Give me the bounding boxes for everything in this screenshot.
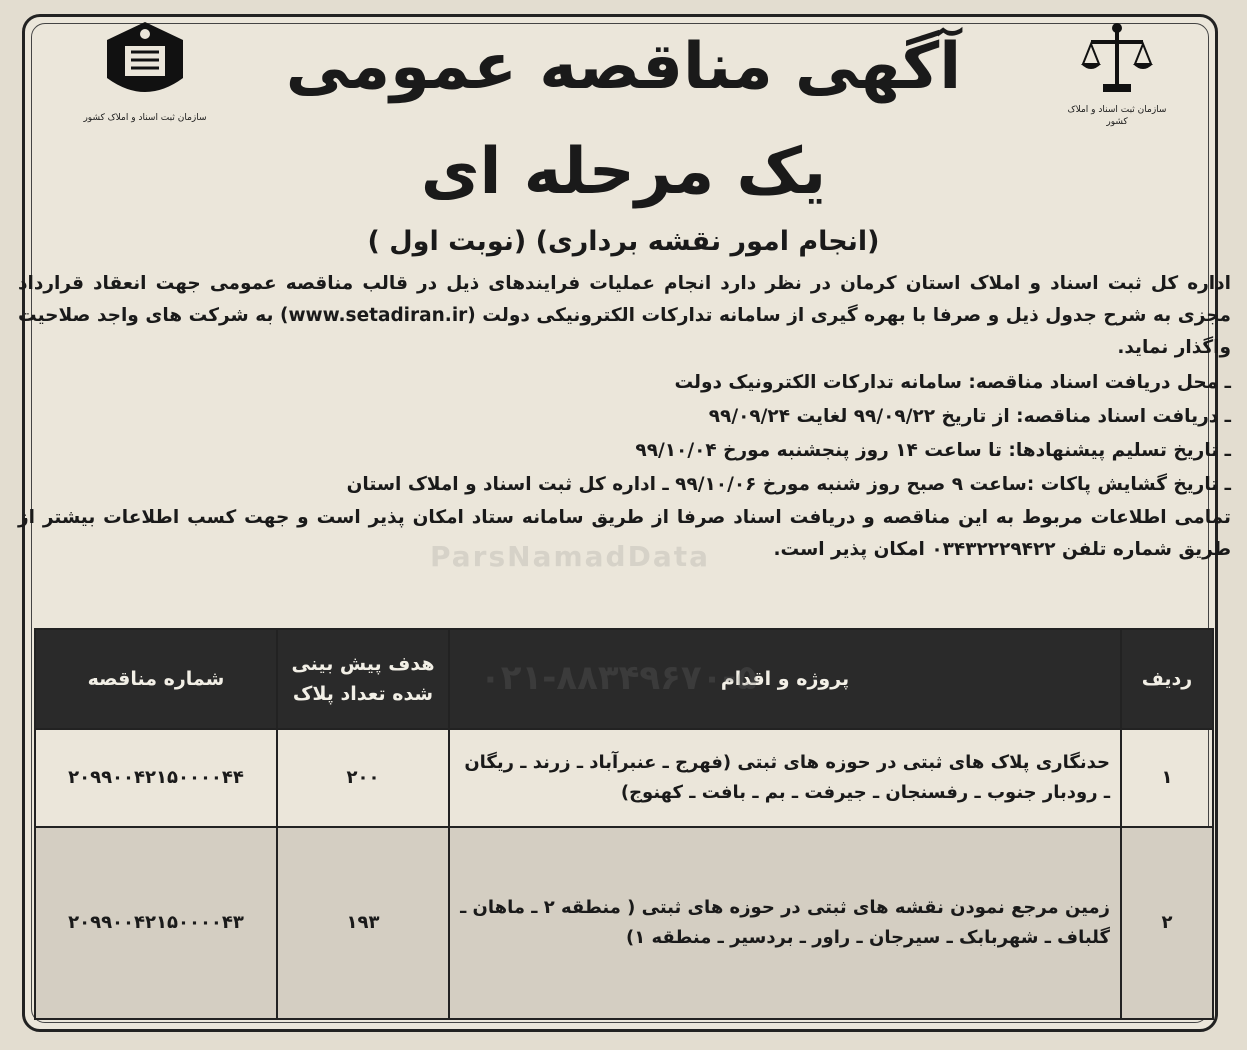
watermark-phone: ۰۲۱-۸۸۳۴۹۶۷۰-۵ xyxy=(480,658,758,698)
row-tender-number: ۲۰۹۹۰۰۴۲۱۵۰۰۰۰۴۴ xyxy=(35,729,277,827)
row-project: حدنگاری پلاک های ثبتی در حوزه های ثبتی (فهرج ـ عنبرآباد ـ زرند ـ ریگان ـ رودبار جنوب ـ رفسنجان ـ جیرفت ـ بم ـ بافت ـ کهنوج) xyxy=(449,729,1121,827)
notice-subtitle: (انجام امور نقشه برداری) (نوبت اول ) xyxy=(367,226,880,257)
watermark-brand: ParsNamadData xyxy=(430,540,710,573)
row-project: زمین مرجع نمودن نقشه های ثبتی در حوزه های ثبتی ( منطقه ۲ ـ ماهان ـ گلباف ـ شهربابک ـ سیرجان ـ راور ـ بردسیر ـ منطقه ۱) xyxy=(449,827,1121,1019)
notice-title-stage: یک مرحله ای xyxy=(420,135,827,209)
bullet-opening-date: ـ تاریخ گشایش پاکات :ساعت ۹ صبح روز شنبه مورخ ۹۹/۱۰/۰۶ ـ اداره کل ثبت اسناد و املاک استان xyxy=(346,474,1231,495)
table-row xyxy=(35,827,1213,1019)
bullet-document-dates: ـ دریافت اسناد مناقصه: از تاریخ ۹۹/۰۹/۲۲ لغایت ۹۹/۰۹/۲۴ xyxy=(708,406,1231,427)
header-tender-number: شماره مناقصه xyxy=(35,629,277,729)
table-row xyxy=(35,729,1213,827)
closing-paragraph: تمامی اطلاعات مربوط به این مناقصه و دریافت اسناد صرفا از طریق سامانه ستاد امکان پذیر است و جهت کسب اطلاعات بیشتر از طریق شماره تلفن ۰۳۴۳۲۲۲۹۴۲۲ امکان پذیر است. xyxy=(18,507,1231,560)
row-target: ۲۰۰ xyxy=(277,729,449,827)
left-logo-caption: سازمان ثبت اسناد و املاک کشور xyxy=(83,113,207,123)
row-target: ۱۹۳ xyxy=(277,827,449,1019)
notice-body xyxy=(18,268,1231,566)
notice-title: آگهی مناقصه عمومی xyxy=(285,30,962,104)
tender-schedule xyxy=(18,366,1231,502)
bullet-document-location: ـ محل دریافت اسناد مناقصه: سامانه تدارکات الکترونیک دولت xyxy=(674,372,1231,393)
header-target: هدف پیش بینی شده تعداد پلاک xyxy=(277,629,449,729)
header-index: ردیف xyxy=(1121,629,1213,729)
right-logo-caption: سازمان ثبت اسناد و املاک کشور xyxy=(1067,105,1167,127)
header-project: پروژه و اقدام xyxy=(449,629,1121,729)
row-index: ۲ xyxy=(1121,827,1213,1019)
bullet-submission-deadline: ـ تاریخ تسلیم پیشنهادها: تا ساعت ۱۴ روز پنجشنبه مورخ ۹۹/۱۰/۰۴ xyxy=(635,440,1231,461)
row-index: ۱ xyxy=(1121,729,1213,827)
intro-paragraph: اداره کل ثبت اسناد و املاک استان کرمان در نظر دارد انجام عملیات فرایندهای ذیل در قالب مناقصه عمومی جهت انعقاد قرارداد مجزی به شرح جدول ذیل و صرفا با بهره گیری از سامانه تدارکات الکترونیکی دولت (www.setadiran.ir) به شرکت های واجد صلاحیت واگذار نماید. xyxy=(18,273,1231,358)
row-tender-number: ۲۰۹۹۰۰۴۲۱۵۰۰۰۰۴۳ xyxy=(35,827,277,1019)
